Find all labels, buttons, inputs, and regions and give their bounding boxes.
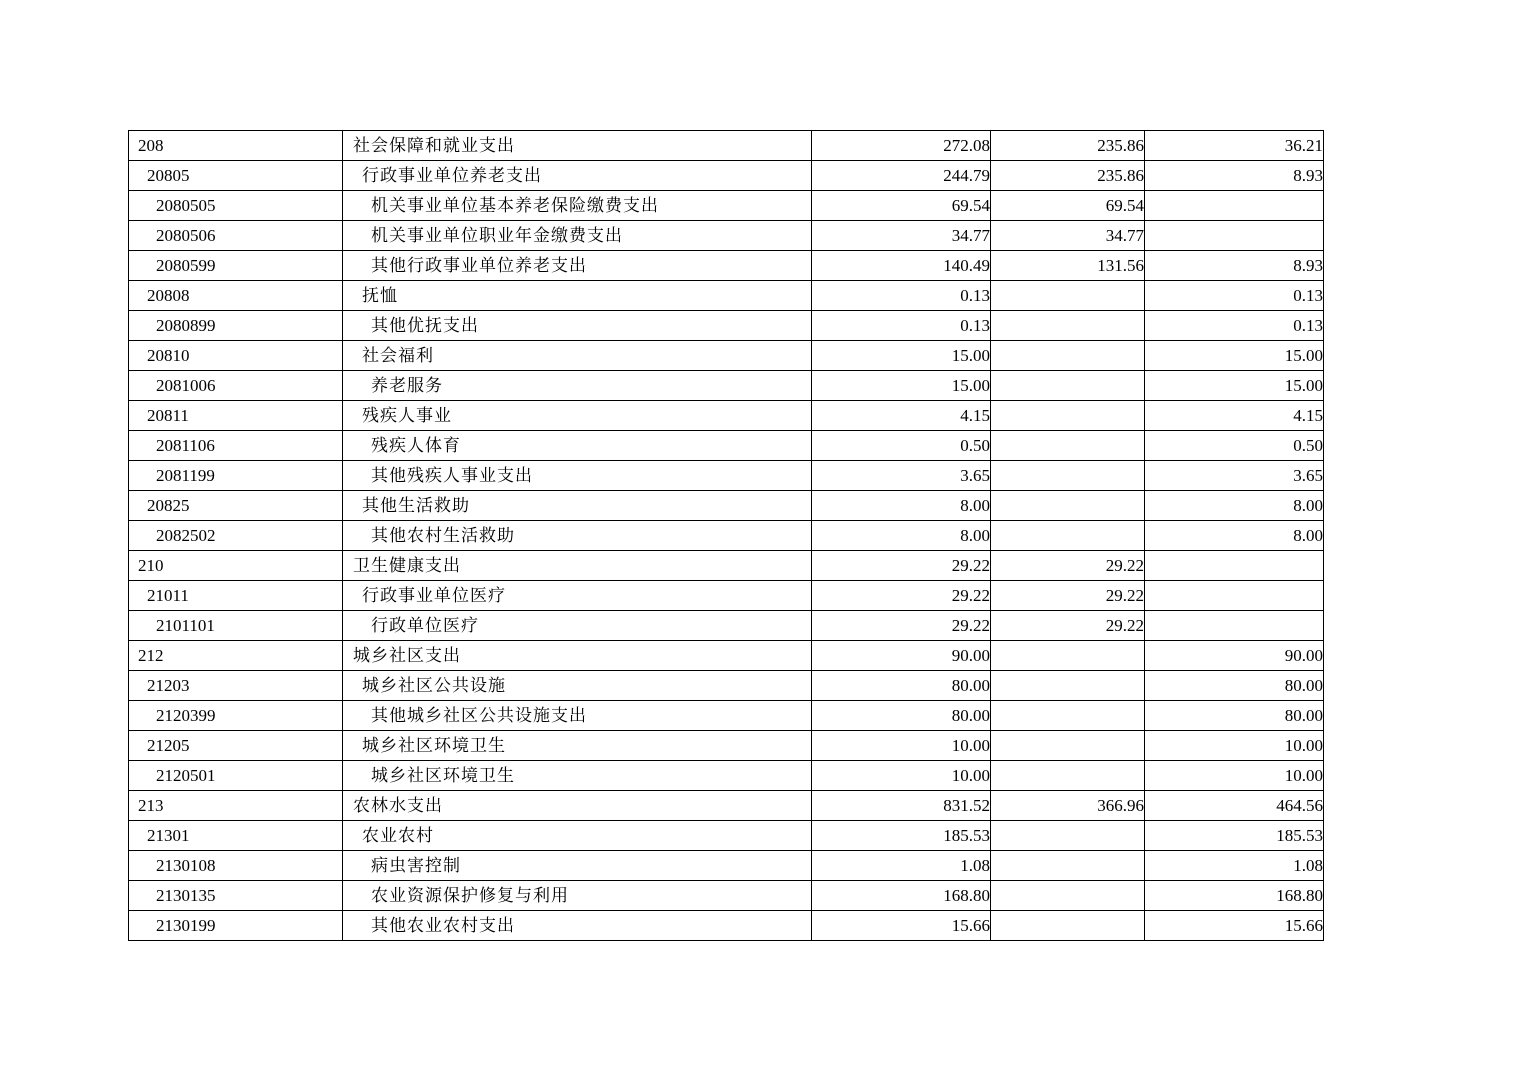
project-expenditure-cell: 90.00 xyxy=(1145,641,1324,671)
category-name-cell xyxy=(343,221,812,251)
table-row xyxy=(129,251,1324,281)
project-expenditure-cell: 185.53 xyxy=(1145,821,1324,851)
category-code-cell: 20810 xyxy=(129,341,343,371)
category-code-cell: 20808 xyxy=(129,281,343,311)
total-amount-cell: 168.80 xyxy=(812,881,991,911)
total-amount-cell: 4.15 xyxy=(812,401,991,431)
table-row xyxy=(129,821,1324,851)
category-code-cell: 2130135 xyxy=(129,881,343,911)
category-name: 城乡社区环境卫生 xyxy=(371,766,515,785)
basic-expenditure-cell xyxy=(991,701,1145,731)
project-expenditure-cell xyxy=(1145,191,1324,221)
category-name-cell xyxy=(343,731,812,761)
category-name-cell xyxy=(343,191,812,221)
basic-expenditure-cell xyxy=(991,461,1145,491)
project-expenditure-cell: 8.00 xyxy=(1145,521,1324,551)
category-code-cell: 2080505 xyxy=(129,191,343,221)
category-name-cell xyxy=(343,431,812,461)
category-code-cell: 21203 xyxy=(129,671,343,701)
category-name-cell xyxy=(343,701,812,731)
total-amount-cell: 80.00 xyxy=(812,671,991,701)
category-code-cell: 20825 xyxy=(129,491,343,521)
category-code-cell: 210 xyxy=(129,551,343,581)
table-row xyxy=(129,791,1324,821)
project-expenditure-cell: 15.00 xyxy=(1145,341,1324,371)
category-name-cell xyxy=(343,131,812,161)
project-expenditure-cell: 0.13 xyxy=(1145,281,1324,311)
total-amount-cell: 140.49 xyxy=(812,251,991,281)
table-row xyxy=(129,911,1324,941)
project-expenditure-cell: 4.15 xyxy=(1145,401,1324,431)
category-code-cell: 21205 xyxy=(129,731,343,761)
category-name: 其他生活救助 xyxy=(362,496,470,515)
category-code-cell: 2130108 xyxy=(129,851,343,881)
category-name-cell xyxy=(343,401,812,431)
table-row xyxy=(129,881,1324,911)
total-amount-cell: 15.00 xyxy=(812,341,991,371)
project-expenditure-cell: 10.00 xyxy=(1145,761,1324,791)
project-expenditure-cell xyxy=(1145,221,1324,251)
basic-expenditure-cell xyxy=(991,371,1145,401)
basic-expenditure-cell xyxy=(991,671,1145,701)
category-name-cell xyxy=(343,881,812,911)
total-amount-cell: 15.00 xyxy=(812,371,991,401)
total-amount-cell: 185.53 xyxy=(812,821,991,851)
project-expenditure-cell xyxy=(1145,551,1324,581)
basic-expenditure-cell xyxy=(991,431,1145,461)
total-amount-cell: 15.66 xyxy=(812,911,991,941)
basic-expenditure-cell xyxy=(991,401,1145,431)
table-row xyxy=(129,611,1324,641)
table-row xyxy=(129,221,1324,251)
total-amount-cell: 0.13 xyxy=(812,311,991,341)
category-code-cell: 20805 xyxy=(129,161,343,191)
category-name: 养老服务 xyxy=(371,376,443,395)
category-name-cell xyxy=(343,251,812,281)
category-code-cell: 2080899 xyxy=(129,311,343,341)
category-code-cell: 20811 xyxy=(129,401,343,431)
category-code-cell: 2081199 xyxy=(129,461,343,491)
category-name: 社会福利 xyxy=(362,346,434,365)
table-row xyxy=(129,701,1324,731)
category-code-cell: 2120501 xyxy=(129,761,343,791)
category-name-cell xyxy=(343,491,812,521)
category-code-cell: 213 xyxy=(129,791,343,821)
category-name: 抚恤 xyxy=(362,286,398,305)
category-code-cell: 2082502 xyxy=(129,521,343,551)
project-expenditure-cell: 8.93 xyxy=(1145,161,1324,191)
category-name: 其他行政事业单位养老支出 xyxy=(371,256,587,275)
category-name: 其他农村生活救助 xyxy=(371,526,515,545)
category-name: 机关事业单位基本养老保险缴费支出 xyxy=(371,196,659,215)
category-code-cell: 208 xyxy=(129,131,343,161)
category-name-cell xyxy=(343,911,812,941)
table-row xyxy=(129,191,1324,221)
category-name-cell xyxy=(343,761,812,791)
category-code-cell: 212 xyxy=(129,641,343,671)
budget-table-page xyxy=(128,130,1323,941)
basic-expenditure-cell xyxy=(991,731,1145,761)
project-expenditure-cell xyxy=(1145,581,1324,611)
category-name-cell xyxy=(343,521,812,551)
total-amount-cell: 0.13 xyxy=(812,281,991,311)
basic-expenditure-cell: 69.54 xyxy=(991,191,1145,221)
total-amount-cell: 0.50 xyxy=(812,431,991,461)
table-row xyxy=(129,851,1324,881)
category-name: 残疾人事业 xyxy=(362,406,452,425)
basic-expenditure-cell: 235.86 xyxy=(991,131,1145,161)
category-name: 社会保障和就业支出 xyxy=(353,136,515,155)
total-amount-cell: 1.08 xyxy=(812,851,991,881)
category-name: 病虫害控制 xyxy=(371,856,461,875)
basic-expenditure-cell xyxy=(991,761,1145,791)
table-row xyxy=(129,521,1324,551)
category-name: 机关事业单位职业年金缴费支出 xyxy=(371,226,623,245)
total-amount-cell: 90.00 xyxy=(812,641,991,671)
category-name-cell xyxy=(343,821,812,851)
basic-expenditure-cell: 235.86 xyxy=(991,161,1145,191)
table-row xyxy=(129,431,1324,461)
basic-expenditure-cell xyxy=(991,911,1145,941)
category-name: 城乡社区支出 xyxy=(353,646,461,665)
category-name: 其他优抚支出 xyxy=(371,316,479,335)
category-code-cell: 2120399 xyxy=(129,701,343,731)
basic-expenditure-cell xyxy=(991,521,1145,551)
project-expenditure-cell: 0.50 xyxy=(1145,431,1324,461)
basic-expenditure-cell xyxy=(991,851,1145,881)
basic-expenditure-cell xyxy=(991,311,1145,341)
category-name: 其他农业农村支出 xyxy=(371,916,515,935)
category-name-cell xyxy=(343,581,812,611)
category-name-cell xyxy=(343,341,812,371)
basic-expenditure-cell xyxy=(991,281,1145,311)
category-name-cell xyxy=(343,461,812,491)
category-code-cell: 2081006 xyxy=(129,371,343,401)
project-expenditure-cell: 1.08 xyxy=(1145,851,1324,881)
category-name: 行政单位医疗 xyxy=(371,616,479,635)
project-expenditure-cell xyxy=(1145,611,1324,641)
category-code-cell: 21301 xyxy=(129,821,343,851)
basic-expenditure-cell: 34.77 xyxy=(991,221,1145,251)
table-row xyxy=(129,731,1324,761)
project-expenditure-cell: 8.93 xyxy=(1145,251,1324,281)
table-row xyxy=(129,341,1324,371)
basic-expenditure-cell xyxy=(991,821,1145,851)
table-row xyxy=(129,131,1324,161)
project-expenditure-cell: 36.21 xyxy=(1145,131,1324,161)
category-code-cell: 2101101 xyxy=(129,611,343,641)
budget-table xyxy=(128,130,1324,941)
total-amount-cell: 69.54 xyxy=(812,191,991,221)
category-name: 城乡社区公共设施 xyxy=(362,676,506,695)
table-row xyxy=(129,761,1324,791)
category-code-cell: 2080506 xyxy=(129,221,343,251)
table-row xyxy=(129,281,1324,311)
total-amount-cell: 831.52 xyxy=(812,791,991,821)
project-expenditure-cell: 0.13 xyxy=(1145,311,1324,341)
total-amount-cell: 29.22 xyxy=(812,581,991,611)
category-name-cell xyxy=(343,791,812,821)
table-row xyxy=(129,371,1324,401)
table-row xyxy=(129,581,1324,611)
table-row xyxy=(129,161,1324,191)
basic-expenditure-cell: 29.22 xyxy=(991,581,1145,611)
category-name: 农业资源保护修复与利用 xyxy=(371,886,569,905)
project-expenditure-cell: 15.00 xyxy=(1145,371,1324,401)
category-name-cell xyxy=(343,671,812,701)
project-expenditure-cell: 15.66 xyxy=(1145,911,1324,941)
basic-expenditure-cell: 366.96 xyxy=(991,791,1145,821)
category-name: 卫生健康支出 xyxy=(353,556,461,575)
category-name-cell xyxy=(343,311,812,341)
basic-expenditure-cell xyxy=(991,881,1145,911)
total-amount-cell: 272.08 xyxy=(812,131,991,161)
category-name: 农林水支出 xyxy=(353,796,443,815)
category-name-cell xyxy=(343,611,812,641)
category-name: 行政事业单位养老支出 xyxy=(362,166,542,185)
category-name: 行政事业单位医疗 xyxy=(362,586,506,605)
category-code-cell: 21011 xyxy=(129,581,343,611)
table-row xyxy=(129,641,1324,671)
total-amount-cell: 80.00 xyxy=(812,701,991,731)
category-name-cell xyxy=(343,851,812,881)
table-row xyxy=(129,671,1324,701)
table-row xyxy=(129,311,1324,341)
total-amount-cell: 34.77 xyxy=(812,221,991,251)
basic-expenditure-cell: 131.56 xyxy=(991,251,1145,281)
total-amount-cell: 244.79 xyxy=(812,161,991,191)
category-name-cell xyxy=(343,371,812,401)
table-row xyxy=(129,401,1324,431)
total-amount-cell: 3.65 xyxy=(812,461,991,491)
project-expenditure-cell: 80.00 xyxy=(1145,671,1324,701)
category-name-cell xyxy=(343,281,812,311)
category-name: 其他城乡社区公共设施支出 xyxy=(371,706,587,725)
project-expenditure-cell: 464.56 xyxy=(1145,791,1324,821)
total-amount-cell: 10.00 xyxy=(812,761,991,791)
table-row xyxy=(129,491,1324,521)
basic-expenditure-cell: 29.22 xyxy=(991,611,1145,641)
project-expenditure-cell: 168.80 xyxy=(1145,881,1324,911)
project-expenditure-cell: 10.00 xyxy=(1145,731,1324,761)
total-amount-cell: 8.00 xyxy=(812,521,991,551)
category-name: 其他残疾人事业支出 xyxy=(371,466,533,485)
total-amount-cell: 29.22 xyxy=(812,551,991,581)
total-amount-cell: 8.00 xyxy=(812,491,991,521)
category-name-cell xyxy=(343,161,812,191)
category-code-cell: 2080599 xyxy=(129,251,343,281)
category-name-cell xyxy=(343,641,812,671)
table-row xyxy=(129,551,1324,581)
project-expenditure-cell: 3.65 xyxy=(1145,461,1324,491)
table-row xyxy=(129,461,1324,491)
budget-table-body xyxy=(129,131,1324,941)
total-amount-cell: 10.00 xyxy=(812,731,991,761)
basic-expenditure-cell: 29.22 xyxy=(991,551,1145,581)
basic-expenditure-cell xyxy=(991,641,1145,671)
basic-expenditure-cell xyxy=(991,491,1145,521)
basic-expenditure-cell xyxy=(991,341,1145,371)
category-code-cell: 2130199 xyxy=(129,911,343,941)
category-name: 残疾人体育 xyxy=(371,436,461,455)
category-code-cell: 2081106 xyxy=(129,431,343,461)
project-expenditure-cell: 8.00 xyxy=(1145,491,1324,521)
category-name-cell xyxy=(343,551,812,581)
project-expenditure-cell: 80.00 xyxy=(1145,701,1324,731)
category-name: 城乡社区环境卫生 xyxy=(362,736,506,755)
category-name: 农业农村 xyxy=(362,826,434,845)
total-amount-cell: 29.22 xyxy=(812,611,991,641)
